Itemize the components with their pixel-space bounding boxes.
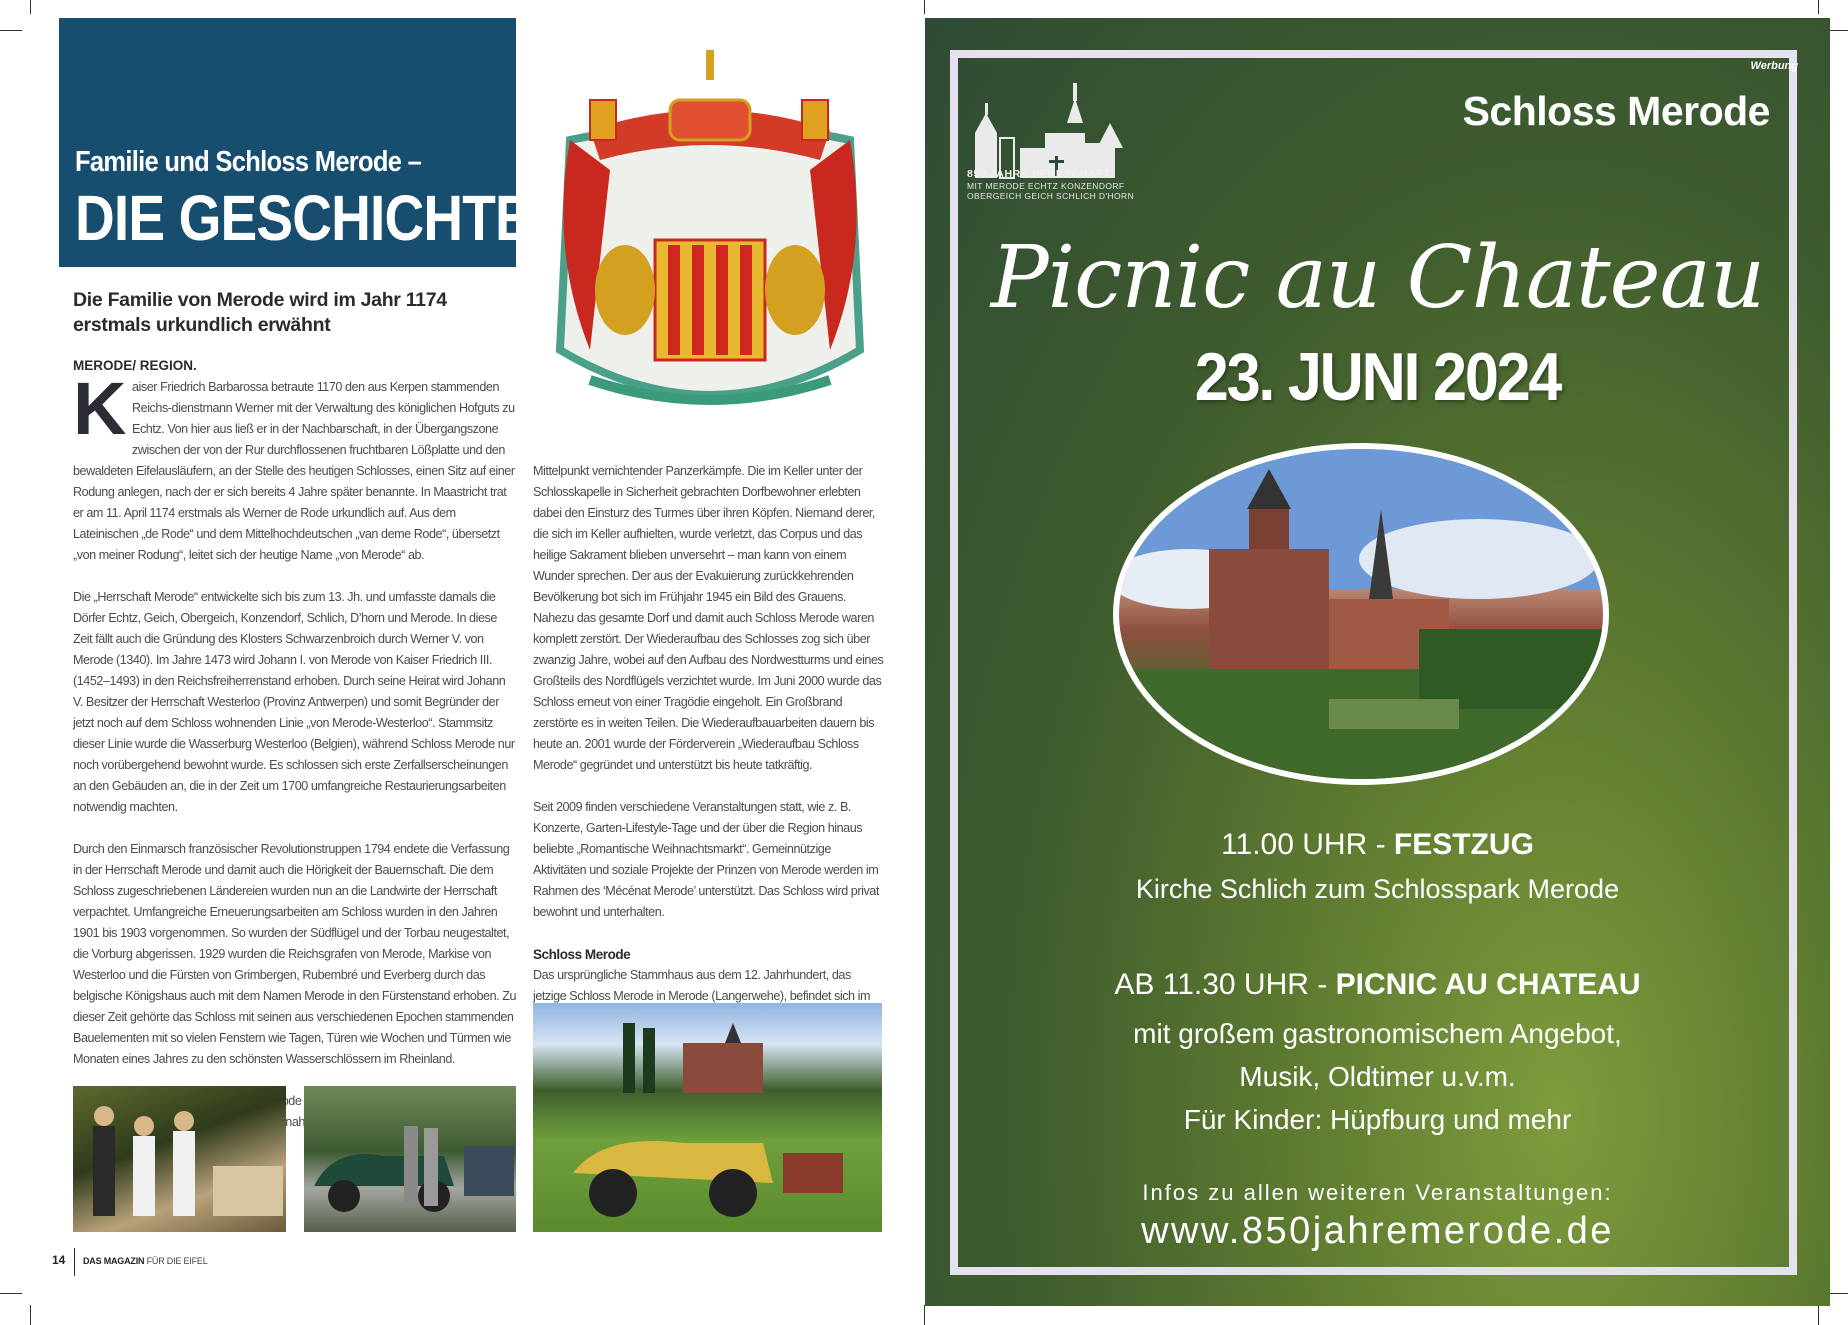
info-label: Infos zu allen weiteren Veranstaltungen:	[1142, 1180, 1613, 1205]
castle-park-oldtimer-photo	[533, 1003, 882, 1232]
brass-band-photo	[73, 1086, 286, 1232]
article-lead: Die Familie von Merode wird im Jahr 1174 erstmals urkundlich erwähnt	[73, 289, 447, 336]
logo-subtitle: MIT MERODE ECHTZ KONZENDORF	[967, 181, 1125, 191]
article-title-box	[59, 18, 531, 267]
crop-mark	[30, 1305, 31, 1325]
article-paragraph: Durch den Einmarsch französischer Revolutionstruppen 1794 endete die Verfassung in der Herrschaft Merode und damit auch die Hörigkeit der Bauernschaft. Die dem Schloss zugeschriebenen Ländereien wurden nun an die Landwirte der Herrschaft verpachtet. Umfangreiche Erneuerungsarbeiten am Schloss wurden in den Jahren 1901 bis 1903 vorgenommen. So wurden der Südflügel und der Torbau neugestaltet, die Vorburg abgerissen. 1929 wurden die Reichsgrafen von Merode, Markise von Westerloo und die Fürsten von Grimbergen, Rubembré und Everberg durch das belgische Königshaus auch mit dem Namen Merode in den Fürstenstand erhoben. Zu dieser Zeit gehörte das Schloss mit seinen aus verschiedenen Epochen stammenden Bauelementen mit so vielen Fenstern wie Tagen, Türen wie Wochen und Türmen wie Monaten eines Jahres zu den schönsten Wasserschlössern im Rheinland.	[73, 842, 517, 1066]
footer-divider	[74, 1248, 75, 1276]
magazine-name: DAS MAGAZIN FÜR DIE EIFEL	[83, 1256, 208, 1266]
logo-subtitle: OBERGEICH GEICH SCHLICH D'HORN	[967, 191, 1135, 201]
article-column-1	[73, 367, 517, 1175]
article-paragraph: Das ursprüngliche Stammhaus aus dem 12. Jahrhundert, das jetzige Schloss Merode in Merode (Langerwehe), befindet sich im	[533, 968, 871, 1003]
crop-mark	[30, 0, 31, 14]
section-subhead: Schloss Merode	[533, 947, 631, 962]
ad-event-title: Picnic au Chateau	[990, 228, 1765, 328]
event2-line: AB 11.30 UHR - PICNIC AU CHATEAU	[1114, 968, 1641, 1001]
crop-mark	[0, 30, 22, 31]
vintage-car-photo	[304, 1086, 516, 1232]
event1-description: Kirche Schlich zum Schlosspark Merode	[1135, 874, 1620, 904]
event2-description: Musik, Oldtimer u.v.m.	[1239, 1061, 1516, 1092]
article-paragraph: Einnahme	[268, 1115, 322, 1129]
advertisement	[925, 18, 1830, 1306]
crop-mark	[924, 0, 925, 14]
logo-title: 850 JAHRE HERRSCHAFT	[967, 168, 1111, 180]
crop-mark	[1818, 0, 1819, 14]
article-paragraph: Seit 2009 finden verschiedene Veranstaltungen statt, wie z. B. Konzerte, Garten-Lifestyle-Tage und der über die Region hinaus beliebte „Romantische Weihnachtsmarkt“. Gemeinnützige Aktivitäten und soziale Projekte der Prinzen von Merode werden im Rahmen des ‘Mécénat Merode’ unterstützt. Das Schloss wird privat bewohnt und unterhalten.	[533, 800, 879, 919]
ad-event-date: 23. JUNI 2024	[1194, 339, 1561, 415]
website-link[interactable]: www.850jahremerode.de	[1141, 1210, 1614, 1252]
event2-description: Für Kinder: Hüpfburg und mehr	[1183, 1104, 1572, 1135]
crop-mark	[1818, 1305, 1819, 1325]
article-dateline: MERODE/ REGION.	[73, 358, 197, 373]
article-kicker: Familie und Schloss Merode –	[75, 146, 422, 178]
article-title: DIE GESCHICHTE	[75, 182, 531, 254]
drop-cap: K	[73, 367, 126, 450]
crop-mark	[0, 1293, 22, 1294]
ad-label: Werbung	[1750, 60, 1798, 72]
coat-of-arms-image	[530, 50, 890, 425]
event2-description: mit großem gastronomischem Angebot,	[1133, 1018, 1622, 1049]
article-column-2	[533, 461, 885, 1070]
article-paragraph: Kaiser Friedrich Barbarossa betraute 1170 den aus Kerpen stammenden Reichs-dienstmann Werner mit der Verwaltung des königlichen Hofguts zu Echtz. Von hier aus ließ er in der Nachbarschaft, in der Übergangszone zwischen der von der Rur durchflossenen fruchtbaren Lößplatte und den bewaldeten Eifelausläufern, an der Stelle des heutigen Schlosses, einen Sitz auf einer Rodung anlegen, nach der er sich bereits 4 Jahre später benannte. In Maastricht trat er am 11. April 1174 erstmals als Werner de Rode urkundlich auf. Aus dem Lateinischen „de Rode“ und dem Mittelhochdeutschen „van deme Rode“, übersetzt „von meiner Rodung“, leitet sich der heutige Name „von Merode“ ab.	[73, 367, 515, 562]
article-paragraph: Mittelpunkt vernichtender Panzerkämpfe. Die im Keller unter der Schlosskapelle in Sicherheit gebrachten Dorfbewohner erlebten dabei den Einsturz des Turmes über ihren Köpfen. Niemand derer, die sich im Keller aufhielten, wurde verletzt, das Corpus und das heilige Sakrament blieben unversehrt – man kann von einem Wunder sprechen. Der aus der Evakuierung zurückkehrenden Bevölkerung bot sich im Frühjahr 1945 ein Bild des Grauens. Nahezu das gesamte Dorf und damit auch Schloss Merode waren komplett zerstört. Der Wiederaufbau des Schlosses zog sich über zwanzig Jahre, wobei auf den Aufbau des Nordwestturms und eines Großteils des Nordflügels verzichtet wurde. Im Juni 2000 wurde das Schloss erneut von einer Tragödie eingeholt. Ein Großbrand zerstörte es in weiten Teilen. Die Wiederaufbauarbeiten dauern bis heute an. 2001 wurde der Förderverein „Wiederaufbau Schloss Merode“ gegründet und unterstützt bis heute tatkräftig.	[533, 464, 884, 772]
event1-line: 11.00 UHR - FESTZUG	[1221, 828, 1534, 861]
article-paragraph: Die „Herrschaft Merode“ entwickelte sich bis zum 13. Jh. und umfasste damals die Dörfer Echtz, Geich, Obergeich, Konzendorf, Schlich, D’horn und Merode. In diese Zeit fällt auch die Gründung des Klosters Schwarzenbroich durch Werner V. von Merode (1340). Im Jahre 1473 wird Johann I. von Merode von Kaiser Friedrich III. (1452–1493) in den Reichsfreiherrenstand erhoben. Durch seine Heirat wird Johann V. Besitzer der Herrschaft Westerloo (Provinz Antwerpen) und somit Begründer der jetzt noch auf dem Schloss wohnenden Linie „von Merode-Westerloo“. Stammsitz dieser Linie wurde die Wasserburg Westerloo (Belgien), während Schloss Merode nur noch vorübergehend bewohnt wurde. Es schlossen sich erste Zerfallserscheinungen an den Gebäuden an, die in der Zeit um 1700 umfangreiche Restaurierungsarbeiten notwendig machten.	[73, 590, 515, 814]
page-number: 14	[52, 1253, 66, 1267]
crop-mark	[924, 1305, 925, 1325]
ad-brand-name: Schloss Merode	[1462, 88, 1770, 134]
castle-photo-oval	[1113, 443, 1609, 785]
